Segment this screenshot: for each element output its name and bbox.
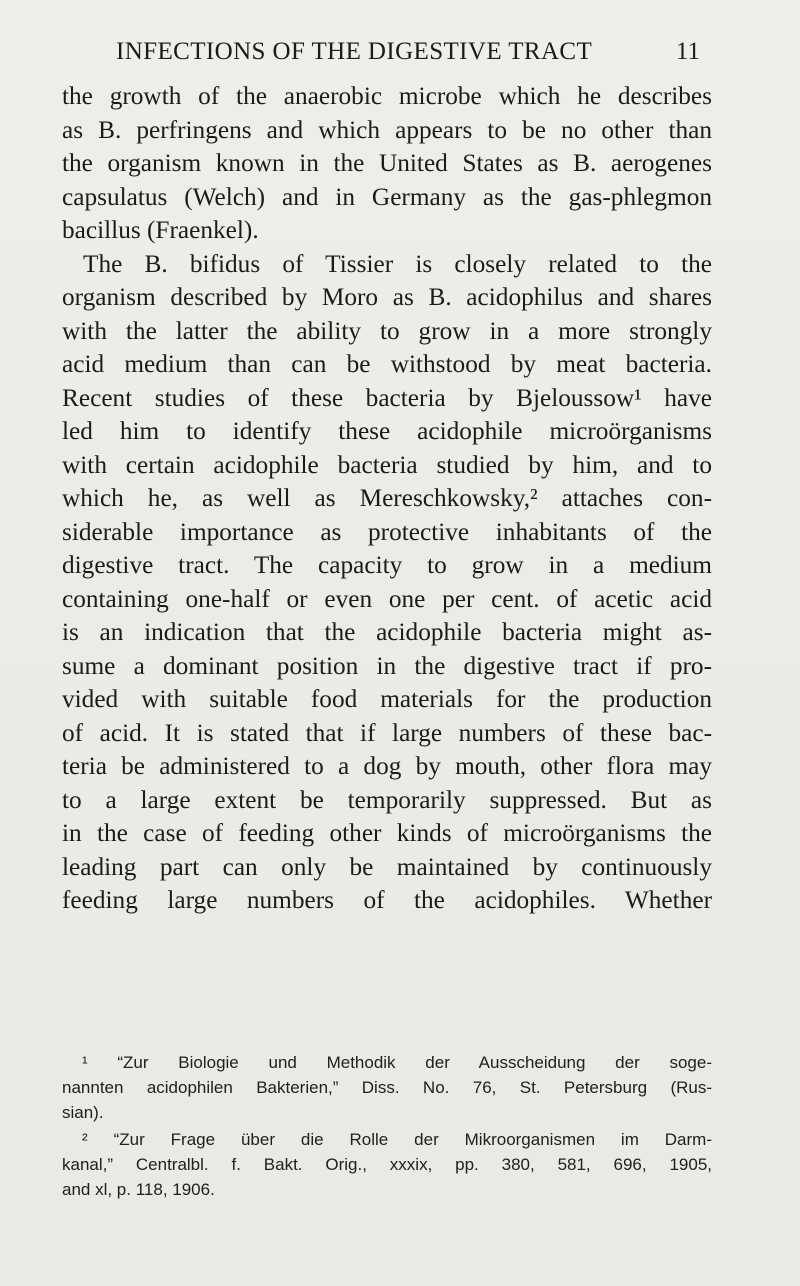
text-line: teria be administered to a dog by mouth, other flora may — [62, 752, 712, 780]
footnote-line: kanal,” Centralbl. f. Bakt. Orig., xxxix, pp. 380, 581, 696, 1905, — [62, 1155, 712, 1174]
text-line: containing one-half or even one per cent. of acetic acid — [62, 584, 712, 613]
text-line: as B. perfringens and which appears to be no other than — [62, 115, 712, 144]
text-line: led him to identify these acidophile microörganisms — [62, 417, 712, 445]
text-line: sume a dominant position in the digestive tract if pro- — [62, 651, 712, 680]
text-line: with certain acidophile bacteria studied by him, and to — [62, 450, 712, 479]
text-line: siderable importance as protective inhabitants of the — [62, 517, 712, 546]
text-line: of acid. It is stated that if large numbers of these bac- — [62, 718, 712, 747]
running-head: INFECTIONS OF THE DIGESTIVE TRACT — [116, 38, 593, 65]
footnote-line: nannten acidophilen Bakterien,” Diss. No. 76, St. Petersburg (Rus- — [62, 1078, 712, 1097]
footnote-line: and xl, p. 118, 1906. — [62, 1180, 215, 1199]
page-header — [116, 38, 700, 68]
text-line: The B. bifidus of Tissier is closely related to the — [83, 249, 712, 278]
text-line: bacillus (Fraenkel). — [62, 216, 259, 244]
footnote-line: sian). — [62, 1103, 104, 1122]
body-text — [62, 80, 712, 918]
text-line: capsulatus (Welch) and in Germany as the gas-phlegmon — [62, 182, 712, 211]
page-number: 11 — [675, 38, 700, 65]
text-line: Recent studies of these bacteria by Bjeloussow¹ have — [62, 383, 712, 412]
text-line: acid medium than can be withstood by meat bacteria. — [62, 350, 712, 378]
text-line: leading part can only be maintained by continuously — [62, 852, 712, 881]
text-line: organism described by Moro as B. acidophilus and shares — [62, 283, 712, 311]
footnote-line: ² “Zur Frage über die Rolle der Mikroorganismen im Darm- — [82, 1130, 712, 1149]
text-line: which he, as well as Mereschkowsky,² attaches con- — [62, 484, 712, 512]
text-line: the organism known in the United States as B. aerogenes — [62, 149, 712, 177]
text-line: with the latter the ability to grow in a more strongly — [62, 316, 712, 345]
footnotes — [62, 1050, 712, 1202]
text-line: feeding large numbers of the acidophiles. Whether — [62, 886, 712, 914]
footnote-line: ¹ “Zur Biologie und Methodik der Ausscheidung der soge- — [82, 1053, 712, 1072]
text-line: to a large extent be temporarily suppressed. But as — [62, 785, 712, 814]
text-line: in the case of feeding other kinds of microörganisms the — [62, 819, 712, 847]
text-line: vided with suitable food materials for the production — [62, 685, 712, 713]
text-line: the growth of the anaerobic microbe which he describes — [62, 82, 712, 110]
text-line: is an indication that the acidophile bacteria might as- — [62, 618, 712, 646]
text-line: digestive tract. The capacity to grow in a medium — [62, 551, 712, 579]
